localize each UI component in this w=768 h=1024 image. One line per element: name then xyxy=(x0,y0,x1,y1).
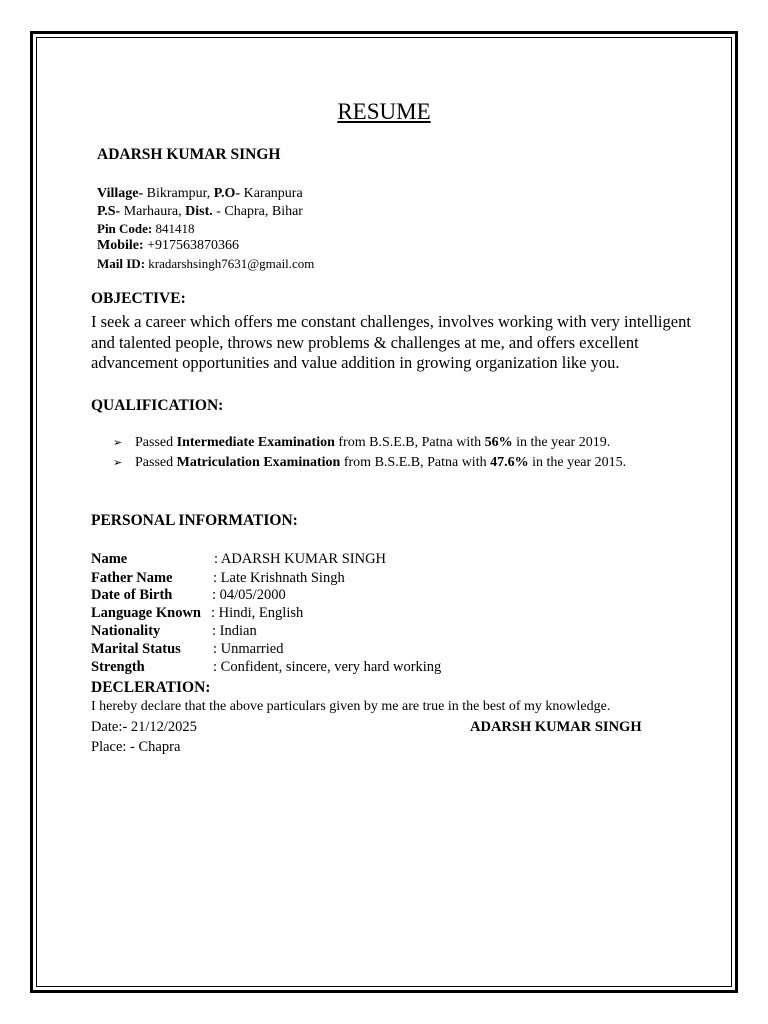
pi-value-nationality: : Indian xyxy=(212,623,257,639)
pi-value-marital: : Unmarried xyxy=(213,641,284,657)
mail-value: kradarshsingh7631@gmail.com xyxy=(145,256,315,271)
pi-label-nationality: Nationality xyxy=(91,623,161,639)
qual-exam: Matriculation Examination xyxy=(176,455,341,470)
arrow-bullet-icon: ➢ xyxy=(113,457,123,469)
village-value: Bikrampur, xyxy=(143,186,214,201)
mobile-label: Mobile: xyxy=(97,238,144,253)
mail-line xyxy=(97,255,314,273)
arrow-bullet-icon: ➢ xyxy=(113,437,123,449)
qual-percent: 47.6% xyxy=(490,455,529,470)
pin-code-line xyxy=(97,220,195,238)
address-line-ps xyxy=(97,203,303,221)
ps-value: Marhaura, xyxy=(120,204,186,219)
pi-value-father: : Late Krishnath Singh xyxy=(213,570,345,586)
declaration-text: I hereby declare that the above particulars given by me are true in the best of my knowledge. xyxy=(91,699,611,714)
pi-value-language: : Hindi, English xyxy=(211,605,304,621)
declaration-date: Date:- 21/12/2025 xyxy=(91,719,197,735)
declaration-heading: DECLERATION: xyxy=(91,679,211,696)
po-label: P.O- xyxy=(213,186,241,201)
ps-label: P.S- xyxy=(97,204,121,219)
pi-value-name: : ADARSH KUMAR SINGH xyxy=(214,551,387,567)
pi-value-dob: : 04/05/2000 xyxy=(212,587,286,603)
mail-label: Mail ID: xyxy=(97,256,146,271)
pi-label-marital: Marital Status xyxy=(91,641,181,657)
village-label: Village- xyxy=(97,186,144,201)
qual-exam: Intermediate Examination xyxy=(176,435,335,450)
po-value: Karanpura xyxy=(240,186,303,201)
candidate-name: ADARSH KUMAR SINGH xyxy=(97,146,281,163)
objective-text: I seek a career which offers me constant challenges, involves working with very intelligent and talented people, throws new problems & challenges at me, and offers excellent advancement opportunities and value addition in growing organization like you. xyxy=(91,312,691,372)
qual-text: in the year 2015. xyxy=(528,455,627,470)
qual-text: in the year 2019. xyxy=(512,435,611,450)
qualification-item xyxy=(113,455,626,471)
objective-heading: OBJECTIVE: xyxy=(91,290,186,307)
qualification-heading: QUALIFICATION: xyxy=(91,397,224,414)
qualification-item xyxy=(113,435,610,451)
qual-percent: 56% xyxy=(484,435,513,450)
pi-label-language: Language Known xyxy=(91,605,201,621)
signature-name: ADARSH KUMAR SINGH xyxy=(470,719,642,735)
pin-label: Pin Code: xyxy=(97,221,153,236)
qual-text: from B.S.E.B, Patna with xyxy=(340,455,491,470)
pi-label-strength: Strength xyxy=(91,659,145,675)
qual-text: Passed xyxy=(135,435,177,450)
qual-text: from B.S.E.B, Patna with xyxy=(334,435,485,450)
personal-info-heading: PERSONAL INFORMATION: xyxy=(91,512,298,529)
pi-value-strength: : Confident, sincere, very hard working xyxy=(213,659,442,675)
dist-label: Dist. xyxy=(185,204,213,219)
declaration-place: Place: - Chapra xyxy=(91,739,181,755)
mobile-value: +917563870366 xyxy=(143,238,240,253)
resume-title: RESUME xyxy=(337,99,431,124)
pin-value: 841418 xyxy=(152,221,195,236)
pi-label-father: Father Name xyxy=(91,570,173,586)
qual-text: Passed xyxy=(135,455,177,470)
address-line-village xyxy=(97,185,303,203)
dist-value: - Chapra, Bihar xyxy=(212,204,303,219)
pi-label-dob: Date of Birth xyxy=(91,587,173,603)
pi-label-name: Name xyxy=(91,551,128,567)
mobile-line xyxy=(97,237,239,255)
